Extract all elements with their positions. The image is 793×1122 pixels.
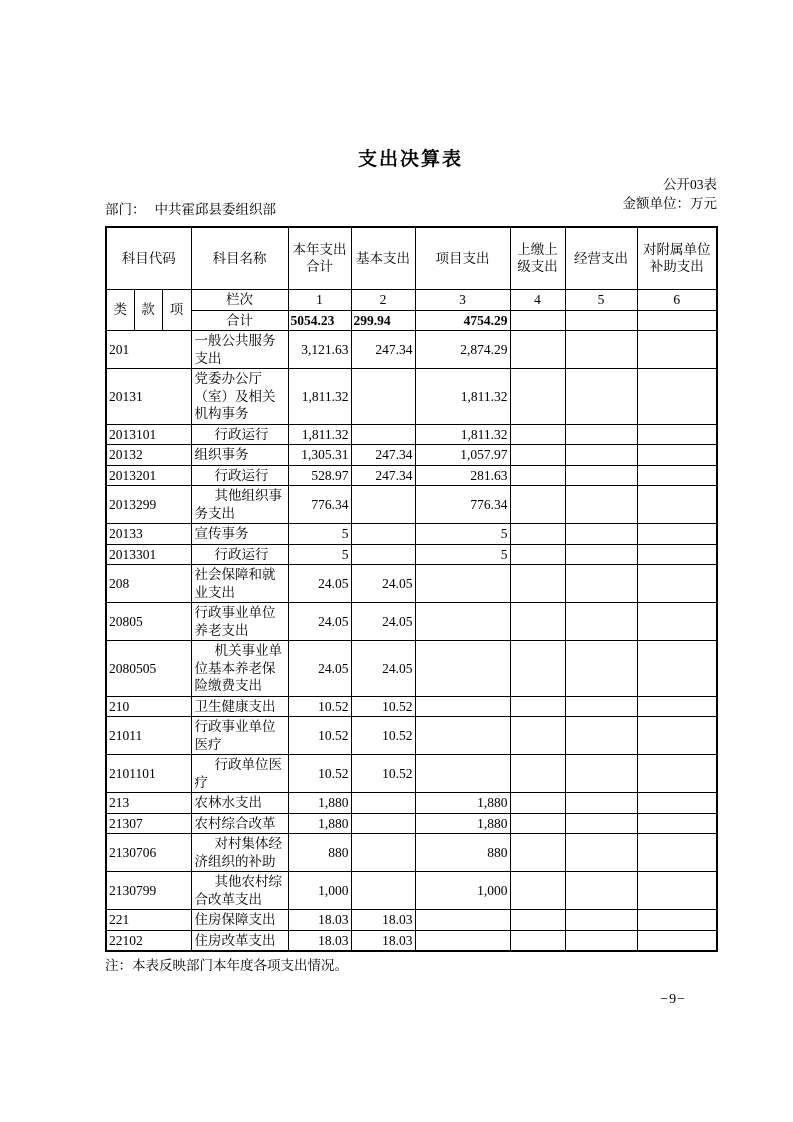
value-cell — [565, 696, 637, 717]
value-cell: 880 — [288, 834, 351, 872]
value-cell: 247.34 — [351, 445, 415, 466]
value-cell — [510, 331, 565, 369]
value-cell: 1,880 — [415, 793, 510, 814]
table-row — [106, 696, 717, 717]
value-cell — [510, 641, 565, 697]
name-cell: 住房改革支出 — [191, 930, 288, 951]
value-cell — [415, 603, 510, 641]
value-cell — [565, 910, 637, 931]
value-cell: 1,880 — [288, 793, 351, 814]
value-cell — [637, 544, 717, 565]
table-row — [106, 872, 717, 910]
value-cell — [510, 424, 565, 445]
department-value: 中共霍邱县委组织部 — [154, 202, 276, 217]
code-cell: 213 — [106, 793, 191, 814]
name-cell: 行政事业单位医疗 — [191, 717, 288, 755]
header-item: 项 — [162, 289, 191, 331]
name-cell: 对村集体经济组织的补助 — [191, 834, 288, 872]
value-cell — [510, 755, 565, 793]
value-cell: 1,000 — [288, 872, 351, 910]
value-cell — [510, 603, 565, 641]
department-line — [105, 198, 276, 218]
value-cell — [565, 755, 637, 793]
value-cell: 24.05 — [351, 565, 415, 603]
value-cell — [565, 424, 637, 445]
name-cell: 党委办公厅（室）及相关机构事务 — [191, 369, 288, 425]
value-cell — [565, 872, 637, 910]
table-row — [106, 565, 717, 603]
value-cell — [637, 641, 717, 697]
value-cell: 528.97 — [288, 465, 351, 486]
table-row — [106, 930, 717, 951]
name-cell: 行政单位医疗 — [191, 755, 288, 793]
table-row — [106, 486, 717, 524]
name-cell: 机关事业单位基本养老保险缴费支出 — [191, 641, 288, 697]
value-cell — [351, 872, 415, 910]
value-cell — [565, 544, 637, 565]
value-cell — [565, 813, 637, 834]
name-cell: 卫生健康支出 — [191, 696, 288, 717]
value-cell — [637, 813, 717, 834]
table-row — [106, 813, 717, 834]
value-cell: 1,057.97 — [415, 445, 510, 466]
value-cell — [565, 369, 637, 425]
header-row-main — [106, 227, 717, 289]
table-row — [106, 369, 717, 425]
value-cell: 247.34 — [351, 331, 415, 369]
value-cell — [415, 717, 510, 755]
col-number-1: 1 — [288, 289, 351, 310]
value-cell — [351, 813, 415, 834]
value-cell — [510, 524, 565, 545]
col-number-2: 2 — [351, 289, 415, 310]
value-cell — [565, 834, 637, 872]
table-row — [106, 910, 717, 931]
value-cell — [510, 910, 565, 931]
value-cell — [637, 834, 717, 872]
value-cell — [415, 565, 510, 603]
code-cell: 20132 — [106, 445, 191, 466]
form-number: 公开03表 — [663, 177, 717, 192]
code-cell: 22102 — [106, 930, 191, 951]
expenditure-table — [105, 226, 718, 952]
value-cell — [510, 565, 565, 603]
code-cell: 20133 — [106, 524, 191, 545]
value-cell — [510, 717, 565, 755]
value-cell: 1,811.32 — [415, 424, 510, 445]
value-cell — [637, 793, 717, 814]
value-cell — [565, 524, 637, 545]
table-row — [106, 524, 717, 545]
value-cell — [351, 793, 415, 814]
table-row — [106, 717, 717, 755]
value-cell: 5 — [288, 544, 351, 565]
value-cell — [565, 465, 637, 486]
value-cell: 1,811.32 — [288, 424, 351, 445]
value-cell: 10.52 — [351, 696, 415, 717]
name-cell: 组织事务 — [191, 445, 288, 466]
value-cell — [510, 834, 565, 872]
value-cell — [415, 930, 510, 951]
table-row — [106, 641, 717, 697]
value-cell — [637, 696, 717, 717]
name-cell: 其他农村综合改革支出 — [191, 872, 288, 910]
header-col-operating: 经营支出 — [565, 227, 637, 289]
value-cell — [415, 910, 510, 931]
header-subject-name: 科目名称 — [191, 227, 288, 289]
table-body — [106, 331, 717, 952]
value-cell — [637, 424, 717, 445]
form-meta — [623, 175, 718, 213]
header-col-total: 本年支出合计 — [288, 227, 351, 289]
value-cell — [510, 445, 565, 466]
code-cell: 2080505 — [106, 641, 191, 697]
value-cell: 5 — [415, 544, 510, 565]
value-cell: 2,874.29 — [415, 331, 510, 369]
name-cell: 农村综合改革 — [191, 813, 288, 834]
value-cell — [415, 696, 510, 717]
value-cell: 1,880 — [288, 813, 351, 834]
value-cell — [565, 793, 637, 814]
value-cell — [351, 544, 415, 565]
value-cell: 1,880 — [415, 813, 510, 834]
table-area — [105, 226, 716, 974]
value-cell: 1,305.31 — [288, 445, 351, 466]
name-cell: 其他组织事务支出 — [191, 486, 288, 524]
col-number-5: 5 — [565, 289, 637, 310]
value-cell — [351, 834, 415, 872]
table-note: 注：本表反映部门本年度各项支出情况。 — [105, 958, 348, 973]
value-cell: 10.52 — [288, 755, 351, 793]
total-value: 299.94 — [351, 310, 415, 331]
value-cell — [637, 369, 717, 425]
code-cell: 221 — [106, 910, 191, 931]
header-class: 类 — [106, 289, 134, 331]
value-cell — [510, 696, 565, 717]
amount-unit-label: 金额单位：万元 — [622, 196, 717, 211]
code-cell: 20131 — [106, 369, 191, 425]
value-cell: 5 — [288, 524, 351, 545]
department-label: 部门： — [105, 202, 146, 217]
value-cell: 3,121.63 — [288, 331, 351, 369]
total-value — [565, 310, 637, 331]
value-cell: 24.05 — [288, 603, 351, 641]
code-cell: 210 — [106, 696, 191, 717]
header-section: 款 — [134, 289, 162, 331]
header-row-lanci — [106, 289, 717, 310]
code-cell: 20805 — [106, 603, 191, 641]
total-label: 合计 — [191, 310, 288, 331]
value-cell: 10.52 — [351, 717, 415, 755]
value-cell — [565, 331, 637, 369]
value-cell — [637, 486, 717, 524]
value-cell: 10.52 — [288, 696, 351, 717]
value-cell — [565, 486, 637, 524]
value-cell — [510, 872, 565, 910]
value-cell — [637, 872, 717, 910]
table-row — [106, 331, 717, 369]
value-cell: 247.34 — [351, 465, 415, 486]
value-cell — [637, 603, 717, 641]
value-cell: 24.05 — [351, 641, 415, 697]
value-cell — [510, 544, 565, 565]
value-cell: 1,811.32 — [288, 369, 351, 425]
value-cell: 24.05 — [288, 565, 351, 603]
table-row — [106, 793, 717, 814]
value-cell: 281.63 — [415, 465, 510, 486]
value-cell: 880 — [415, 834, 510, 872]
name-cell: 农林水支出 — [191, 793, 288, 814]
code-cell: 2013101 — [106, 424, 191, 445]
table-row — [106, 755, 717, 793]
code-cell: 2130706 — [106, 834, 191, 872]
value-cell — [637, 930, 717, 951]
name-cell: 一般公共服务支出 — [191, 331, 288, 369]
value-cell — [637, 565, 717, 603]
lanci-label: 栏次 — [191, 289, 288, 310]
value-cell: 10.52 — [351, 755, 415, 793]
table-row — [106, 465, 717, 486]
table-row — [106, 544, 717, 565]
value-cell: 18.03 — [351, 930, 415, 951]
value-cell — [351, 486, 415, 524]
code-cell: 21307 — [106, 813, 191, 834]
value-cell — [510, 793, 565, 814]
total-value: 4754.29 — [415, 310, 510, 331]
name-cell: 宣传事务 — [191, 524, 288, 545]
value-cell — [565, 445, 637, 466]
value-cell — [565, 717, 637, 755]
page-number: −9− — [660, 992, 686, 1007]
col-number-4: 4 — [510, 289, 565, 310]
name-cell: 行政运行 — [191, 465, 288, 486]
header-col-subsidy: 对附属单位补助支出 — [637, 227, 717, 289]
value-cell — [351, 524, 415, 545]
code-cell: 21011 — [106, 717, 191, 755]
page-title: 支出决算表 — [357, 149, 463, 170]
value-cell — [637, 331, 717, 369]
header-subject-code: 科目代码 — [106, 227, 191, 289]
code-cell: 2130799 — [106, 872, 191, 910]
code-cell: 208 — [106, 565, 191, 603]
code-cell: 2013299 — [106, 486, 191, 524]
table-row — [106, 834, 717, 872]
total-value — [637, 310, 717, 331]
value-cell — [637, 445, 717, 466]
name-cell: 社会保障和就业支出 — [191, 565, 288, 603]
value-cell: 776.34 — [288, 486, 351, 524]
value-cell: 10.52 — [288, 717, 351, 755]
value-cell — [510, 465, 565, 486]
value-cell: 18.03 — [351, 910, 415, 931]
value-cell: 18.03 — [288, 910, 351, 931]
value-cell — [351, 424, 415, 445]
table-row — [106, 603, 717, 641]
header-col-project: 项目支出 — [415, 227, 510, 289]
value-cell: 1,000 — [415, 872, 510, 910]
value-cell — [510, 813, 565, 834]
total-row — [106, 310, 717, 331]
name-cell: 行政运行 — [191, 424, 288, 445]
name-cell: 住房保障支出 — [191, 910, 288, 931]
value-cell — [637, 524, 717, 545]
value-cell — [510, 369, 565, 425]
value-cell — [510, 486, 565, 524]
header-col-superior: 上缴上级支出 — [510, 227, 565, 289]
code-cell: 201 — [106, 331, 191, 369]
value-cell — [510, 930, 565, 951]
value-cell — [415, 755, 510, 793]
code-cell: 2101101 — [106, 755, 191, 793]
value-cell — [565, 603, 637, 641]
value-cell: 5 — [415, 524, 510, 545]
value-cell — [637, 755, 717, 793]
value-cell: 776.34 — [415, 486, 510, 524]
value-cell — [565, 641, 637, 697]
col-number-6: 6 — [637, 289, 717, 310]
value-cell — [415, 641, 510, 697]
value-cell: 24.05 — [288, 641, 351, 697]
table-row — [106, 424, 717, 445]
header-col-basic: 基本支出 — [351, 227, 415, 289]
value-cell: 1,811.32 — [415, 369, 510, 425]
value-cell — [637, 465, 717, 486]
value-cell — [351, 369, 415, 425]
name-cell: 行政运行 — [191, 544, 288, 565]
code-cell: 2013201 — [106, 465, 191, 486]
value-cell — [637, 717, 717, 755]
name-cell: 行政事业单位养老支出 — [191, 603, 288, 641]
table-row — [106, 445, 717, 466]
total-value: 5054.23 — [288, 310, 351, 331]
value-cell — [565, 930, 637, 951]
code-cell: 2013301 — [106, 544, 191, 565]
value-cell: 24.05 — [351, 603, 415, 641]
total-value — [510, 310, 565, 331]
value-cell — [637, 910, 717, 931]
col-number-3: 3 — [415, 289, 510, 310]
value-cell: 18.03 — [288, 930, 351, 951]
value-cell — [565, 565, 637, 603]
